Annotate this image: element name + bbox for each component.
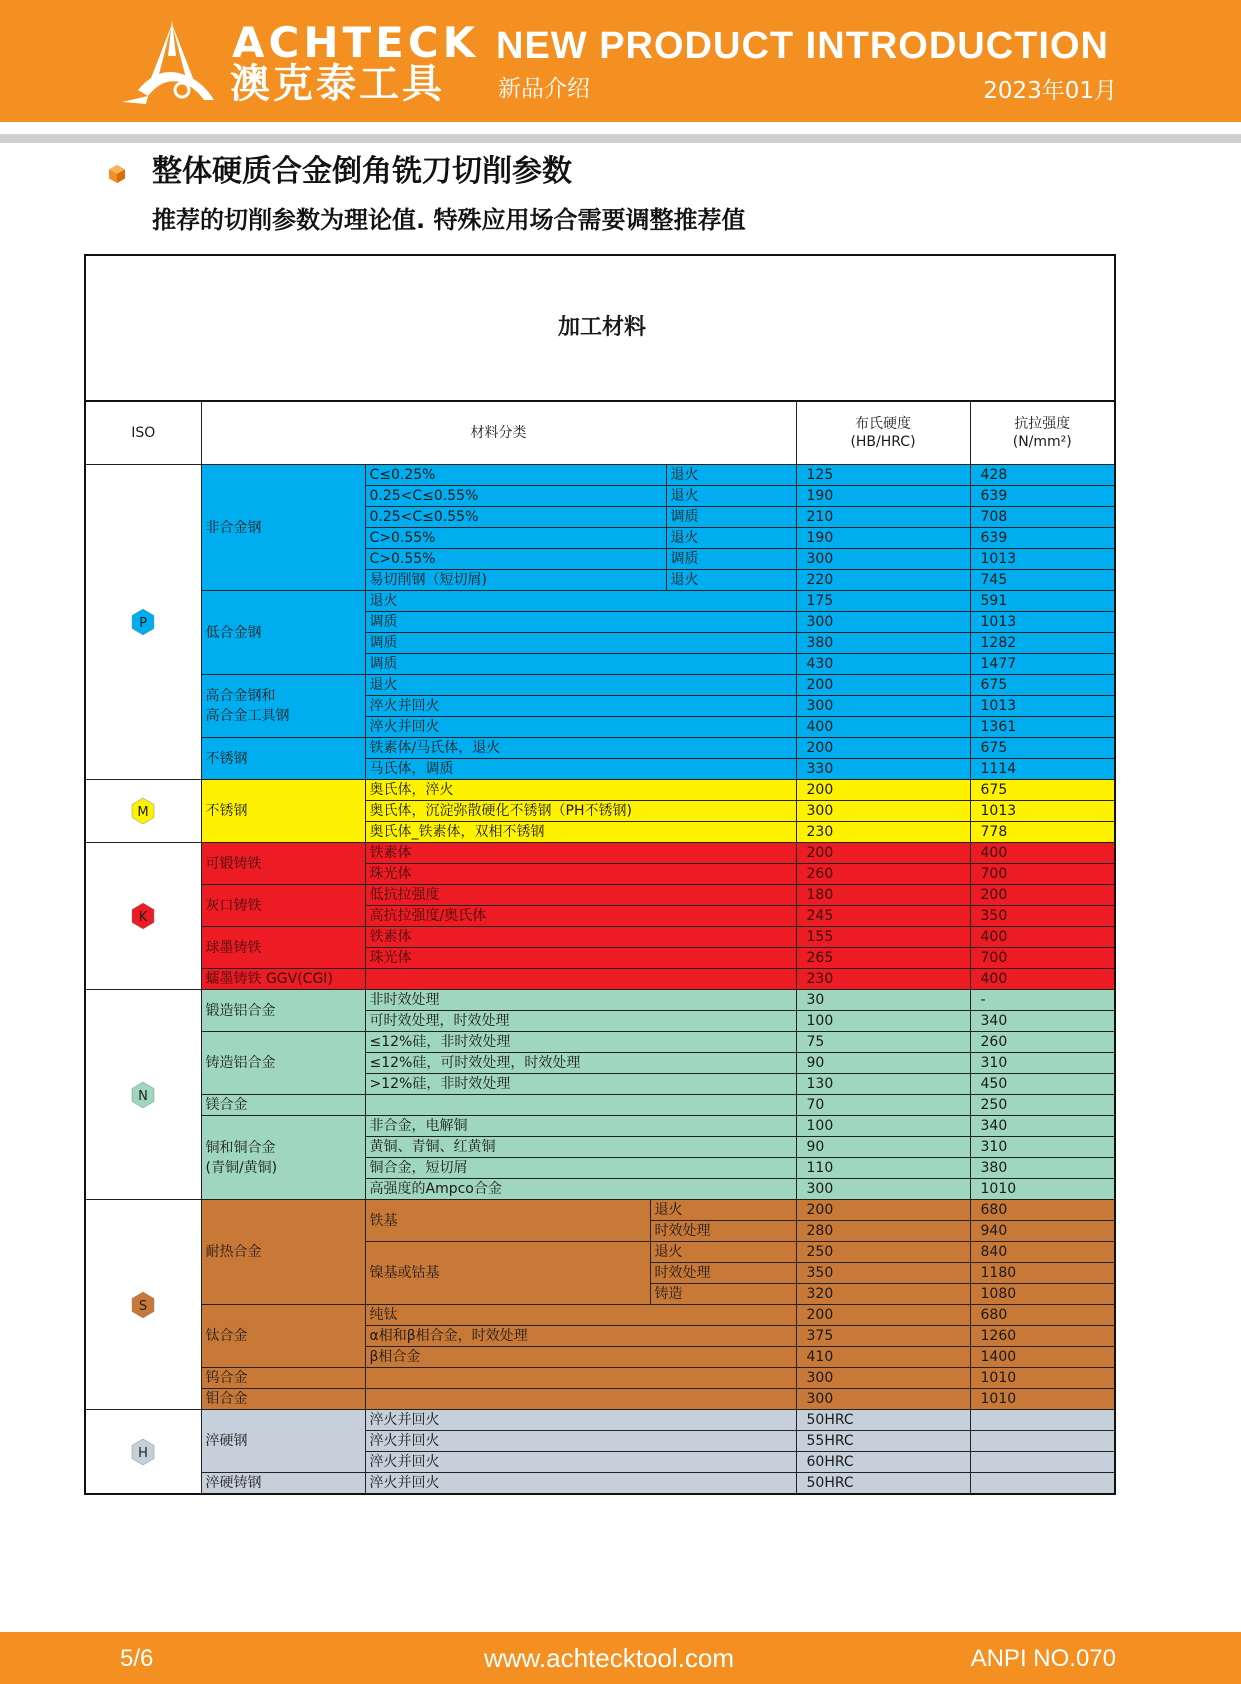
hardness-cell: 300 (796, 612, 970, 633)
category-cell: 耐热合金 (201, 1200, 365, 1305)
hardness-cell: 200 (796, 843, 970, 864)
tensile-cell: 1180 (970, 1263, 1115, 1284)
hardness-cell: 300 (796, 549, 970, 570)
hardness-cell: 200 (796, 780, 970, 801)
subcategory-cell: C>0.55% (365, 528, 666, 549)
iso-badge-label: P (139, 616, 148, 631)
subcategory-cell: 淬火并回火 (365, 696, 796, 717)
subcategory-cell: 高抗拉强度/奥氏体 (365, 906, 796, 927)
subcategory-cell: 黄铜、青铜、红黄铜 (365, 1137, 796, 1158)
subcategory-cell: 珠光体 (365, 948, 796, 969)
condition-cell: 时效处理 (650, 1221, 796, 1242)
iso-group-h (85, 1410, 201, 1495)
tensile-cell: 1010 (970, 1368, 1115, 1389)
tensile-cell: 1010 (970, 1389, 1115, 1410)
category-cell: 钨合金 (201, 1368, 365, 1389)
iso-badge-label: H (138, 1445, 149, 1461)
tensile-cell: 680 (970, 1305, 1115, 1326)
tensile-cell: 350 (970, 906, 1115, 927)
tensile-cell: 940 (970, 1221, 1115, 1242)
subcategory-cell: β相合金 (365, 1347, 796, 1368)
hardness-cell: 375 (796, 1326, 970, 1347)
tensile-cell: 1114 (970, 759, 1115, 780)
hardness-cell: 380 (796, 633, 970, 654)
subcategory-cell (365, 1095, 796, 1116)
tensile-cell (970, 1410, 1115, 1431)
hardness-cell: 60HRC (796, 1452, 970, 1473)
tensile-cell: 639 (970, 486, 1115, 507)
subcategory-cell: 铁素体 (365, 843, 796, 864)
hardness-cell: 230 (796, 969, 970, 990)
hardness-cell: 125 (796, 465, 970, 486)
hardness-cell: 410 (796, 1347, 970, 1368)
tensile-cell: 1282 (970, 633, 1115, 654)
hardness-cell: 220 (796, 570, 970, 591)
header-hardness: 布氏硬度 (HB/HRC) (796, 401, 970, 465)
tensile-cell: 680 (970, 1200, 1115, 1221)
iso-h-badge-icon (129, 1438, 157, 1466)
tensile-cell: 1013 (970, 549, 1115, 570)
header-divider (0, 134, 1241, 143)
hardness-cell: 190 (796, 528, 970, 549)
category-cell: 钼合金 (201, 1389, 365, 1410)
header-bar (0, 0, 1241, 122)
category-cell: 铸造铝合金 (201, 1032, 365, 1095)
category-cell: 不锈钢 (201, 738, 365, 780)
hardness-cell: 100 (796, 1116, 970, 1137)
subcategory-cell: α相和β相合金，时效处理 (365, 1326, 796, 1347)
tensile-cell: 1080 (970, 1284, 1115, 1305)
hardness-cell: 55HRC (796, 1431, 970, 1452)
tensile-cell: 380 (970, 1158, 1115, 1179)
tensile-cell: 591 (970, 591, 1115, 612)
brand-name-cn: 澳克泰工具 (230, 61, 445, 107)
tensile-cell: 450 (970, 1074, 1115, 1095)
hardness-cell: 90 (796, 1053, 970, 1074)
condition-cell: 退火 (666, 486, 796, 507)
subcategory-cell: 高强度的Ampco合金 (365, 1179, 796, 1200)
subcategory-cell (365, 1368, 796, 1389)
subcategory-cell: 0.25<C≤0.55% (365, 486, 666, 507)
hardness-cell: 320 (796, 1284, 970, 1305)
subcategory-cell: 淬火并回火 (365, 1410, 796, 1431)
hardness-cell: 70 (796, 1095, 970, 1116)
subcategory-cell: 珠光体 (365, 864, 796, 885)
category-cell: 可锻铸铁 (201, 843, 365, 885)
tensile-cell: 1477 (970, 654, 1115, 675)
cutting-material-table (84, 254, 1116, 1495)
subcategory-cell: 镍基或钴基 (365, 1242, 650, 1305)
iso-group-k (85, 843, 201, 990)
iso-s-badge-icon (129, 1291, 157, 1319)
iso-badge-label: M (137, 805, 149, 820)
footer-bar (0, 1632, 1241, 1684)
hardness-cell: 75 (796, 1032, 970, 1053)
header-date: 2023年01月 (983, 78, 1117, 104)
subcategory-cell: 低抗拉强度 (365, 885, 796, 906)
category-cell: 高合金钢和 高合金工具钢 (201, 675, 365, 738)
subcategory-cell: C≤0.25% (365, 465, 666, 486)
tensile-cell: 310 (970, 1053, 1115, 1074)
tensile-cell: 200 (970, 885, 1115, 906)
category-cell: 淬硬钢 (201, 1410, 365, 1473)
hardness-cell: 130 (796, 1074, 970, 1095)
condition-cell: 铸造 (650, 1284, 796, 1305)
page-number: 5/6 (120, 1645, 154, 1672)
hardness-cell: 200 (796, 738, 970, 759)
hardness-cell: 100 (796, 1011, 970, 1032)
hardness-cell: 300 (796, 696, 970, 717)
subcategory-cell: 奥氏体，沉淀弥散硬化不锈钢（PH不锈钢) (365, 801, 796, 822)
subcategory-cell: 调质 (365, 612, 796, 633)
tensile-cell: 708 (970, 507, 1115, 528)
tensile-cell: 700 (970, 864, 1115, 885)
hardness-cell: 180 (796, 885, 970, 906)
subcategory-cell: 易切削钢（短切屑) (365, 570, 666, 591)
hardness-cell: 90 (796, 1137, 970, 1158)
tensile-cell: 675 (970, 780, 1115, 801)
tensile-cell (970, 1431, 1115, 1452)
tensile-cell: 310 (970, 1137, 1115, 1158)
tensile-cell: 675 (970, 738, 1115, 759)
hardness-cell: 230 (796, 822, 970, 843)
tensile-cell: 260 (970, 1032, 1115, 1053)
tensile-cell: 400 (970, 843, 1115, 864)
category-cell: 钛合金 (201, 1305, 365, 1368)
tensile-cell: 340 (970, 1116, 1115, 1137)
hardness-cell: 250 (796, 1242, 970, 1263)
hardness-cell: 50HRC (796, 1410, 970, 1431)
subcategory-cell: 0.25<C≤0.55% (365, 507, 666, 528)
tensile-cell: 840 (970, 1242, 1115, 1263)
subcategory-cell: 非合金，电解铜 (365, 1116, 796, 1137)
condition-cell: 退火 (650, 1242, 796, 1263)
condition-cell: 调质 (666, 507, 796, 528)
condition-cell: 调质 (666, 549, 796, 570)
section-title: 整体硬质合金倒角铣刀切削参数 (152, 154, 572, 189)
subcategory-cell: 铁素体 (365, 927, 796, 948)
tensile-cell: 1400 (970, 1347, 1115, 1368)
tensile-cell: 250 (970, 1095, 1115, 1116)
hardness-cell: 245 (796, 906, 970, 927)
hardness-cell: 30 (796, 990, 970, 1011)
subcategory-cell: 铜合金，短切屑 (365, 1158, 796, 1179)
condition-cell: 退火 (666, 465, 796, 486)
subcategory-cell: 非时效处理 (365, 990, 796, 1011)
tensile-cell: 778 (970, 822, 1115, 843)
tensile-cell: 639 (970, 528, 1115, 549)
header-material: 材料分类 (201, 401, 796, 465)
iso-m-badge-icon (129, 797, 157, 825)
subcategory-cell: 铁素体/马氏体，退火 (365, 738, 796, 759)
iso-group-s (85, 1200, 201, 1410)
subcategory-cell: ≤12%硅，非时效处理 (365, 1032, 796, 1053)
tensile-cell: 1013 (970, 696, 1115, 717)
tensile-cell: 700 (970, 948, 1115, 969)
iso-group-m (85, 780, 201, 843)
tensile-cell: 340 (970, 1011, 1115, 1032)
hardness-cell: 265 (796, 948, 970, 969)
hardness-cell: 350 (796, 1263, 970, 1284)
subcategory-cell: ≤12%硅，可时效处理，时效处理 (365, 1053, 796, 1074)
header-iso: ISO (85, 401, 201, 465)
hardness-cell: 50HRC (796, 1473, 970, 1495)
condition-cell: 退火 (666, 528, 796, 549)
tensile-cell: 675 (970, 675, 1115, 696)
condition-cell: 退火 (650, 1200, 796, 1221)
iso-badge-label: N (138, 1088, 149, 1104)
category-cell: 低合金钢 (201, 591, 365, 675)
hardness-cell: 430 (796, 654, 970, 675)
iso-p-badge-icon (129, 608, 157, 636)
tensile-cell: 1010 (970, 1179, 1115, 1200)
subcategory-cell: 马氏体，调质 (365, 759, 796, 780)
subcategory-cell: 可时效处理，时效处理 (365, 1011, 796, 1032)
subcategory-cell: 奥氏体，淬火 (365, 780, 796, 801)
category-cell: 锻造铝合金 (201, 990, 365, 1032)
hardness-cell: 300 (796, 801, 970, 822)
subcategory-cell: 退火 (365, 675, 796, 696)
tensile-cell: 428 (970, 465, 1115, 486)
iso-badge-label: S (139, 1298, 148, 1314)
hardness-cell: 190 (796, 486, 970, 507)
tensile-cell: 400 (970, 969, 1115, 990)
category-cell: 不锈钢 (201, 780, 365, 843)
category-cell: 镁合金 (201, 1095, 365, 1116)
category-cell: 球墨铸铁 (201, 927, 365, 969)
iso-k-badge-icon (129, 902, 157, 930)
hardness-cell: 300 (796, 1368, 970, 1389)
hardness-cell: 400 (796, 717, 970, 738)
brand-name-en: ACHTECK (232, 18, 480, 67)
hardness-cell: 260 (796, 864, 970, 885)
tensile-cell: 400 (970, 927, 1115, 948)
subcategory-cell: 退火 (365, 591, 796, 612)
subcategory-cell: 铁基 (365, 1200, 650, 1242)
subcategory-cell (365, 969, 796, 990)
header-title: NEW PRODUCT INTRODUCTION (496, 25, 1109, 67)
category-cell: 铜和铜合金 (青铜/黄铜) (201, 1116, 365, 1200)
tensile-cell: 1013 (970, 612, 1115, 633)
tensile-cell (970, 1452, 1115, 1473)
website-link[interactable]: www.achtecktool.com (484, 1643, 734, 1673)
iso-group-n (85, 990, 201, 1200)
cube-bullet-icon (108, 164, 126, 184)
tensile-cell: 745 (970, 570, 1115, 591)
hardness-cell: 280 (796, 1221, 970, 1242)
subcategory-cell: 奥氏体_铁素体，双相不锈钢 (365, 822, 796, 843)
hardness-cell: 200 (796, 1305, 970, 1326)
hardness-cell: 200 (796, 675, 970, 696)
subcategory-cell: >12%硅，非时效处理 (365, 1074, 796, 1095)
hardness-cell: 200 (796, 1200, 970, 1221)
iso-group-p (85, 465, 201, 780)
hardness-cell: 110 (796, 1158, 970, 1179)
subcategory-cell (365, 1389, 796, 1410)
subcategory-cell: 淬火并回火 (365, 1431, 796, 1452)
subcategory-cell: 淬火并回火 (365, 717, 796, 738)
category-cell: 非合金钢 (201, 465, 365, 591)
tensile-cell: 1013 (970, 801, 1115, 822)
subcategory-cell: C>0.55% (365, 549, 666, 570)
section-subtitle: 推荐的切削参数为理论值. 特殊应用场合需要调整推荐值 (152, 206, 746, 234)
subcategory-cell: 调质 (365, 633, 796, 654)
achteck-logo-icon (118, 16, 226, 106)
document-number: ANPI NO.070 (970, 1645, 1116, 1672)
condition-cell: 时效处理 (650, 1263, 796, 1284)
header-subtitle: 新品介绍 (498, 76, 590, 102)
tensile-cell: 1260 (970, 1326, 1115, 1347)
subcategory-cell: 淬火并回火 (365, 1473, 796, 1495)
iso-n-badge-icon (129, 1081, 157, 1109)
hardness-cell: 210 (796, 507, 970, 528)
category-cell: 蠕墨铸铁 GGV(CGI) (201, 969, 365, 990)
hardness-cell: 175 (796, 591, 970, 612)
tensile-cell: - (970, 990, 1115, 1011)
subcategory-cell: 纯钛 (365, 1305, 796, 1326)
tensile-cell: 1361 (970, 717, 1115, 738)
hardness-cell: 155 (796, 927, 970, 948)
subcategory-cell: 淬火并回火 (365, 1452, 796, 1473)
hardness-cell: 300 (796, 1179, 970, 1200)
category-cell: 淬硬铸钢 (201, 1473, 365, 1495)
tensile-cell (970, 1473, 1115, 1495)
iso-badge-label: K (138, 910, 148, 925)
category-cell: 灰口铸铁 (201, 885, 365, 927)
condition-cell: 退火 (666, 570, 796, 591)
header-tensile: 抗拉强度 (N/mm²) (970, 401, 1115, 465)
subcategory-cell: 调质 (365, 654, 796, 675)
hardness-cell: 300 (796, 1389, 970, 1410)
hardness-cell: 330 (796, 759, 970, 780)
table-top-header: 加工材料 (85, 255, 1115, 401)
